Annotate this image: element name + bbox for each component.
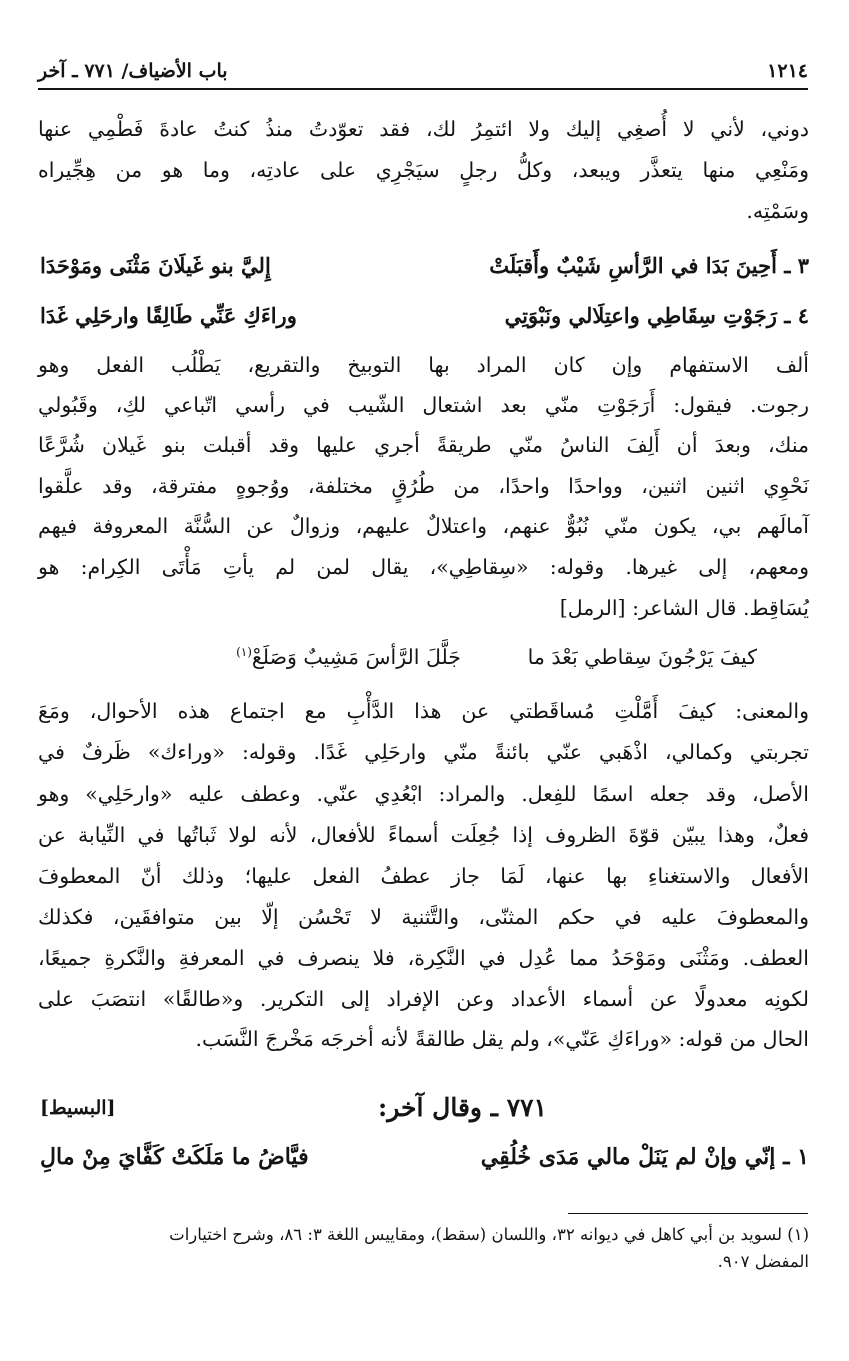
footnote-line: (١) لسويد بن أبي كاهل في ديوانه ٣٢، واللسان (سقط)، ومقاييس اللغة ٣: ٨٦، وشرح اختيارات [169, 1225, 809, 1244]
verse-hemistich-second: إِليَّ بنو غَيلَانَ مَثْنَى ومَوْحَدَا [40, 253, 271, 278]
commentary-line: الأفعال والاستغناءِ بها عنها، لَمَا جاز عطفُ الفعل عليها؛ وذلك أنّ المعطوفَ [38, 864, 809, 888]
commentary-line: الأصل، وقد جعله اسمًا للفِعل. والمراد: ابْعُدِي عنّي. وعطف عليه «وارحَلِي» وهو [38, 782, 809, 806]
commentary-line: العطف. ومَثْنَى ومَوْحَدُ مما عُدِل في النَّكِرة، فلا ينصرف في المعرفةِ والنَّكرةِ جميعًا، [38, 946, 809, 970]
chapter-title: باب الأضياف/ ٧٧١ ـ آخر [38, 60, 228, 82]
verse-number: ٤ ـ [784, 303, 809, 328]
commentary-line: ألف الاستفهام وإن كان المراد بها التوبيخ والتقريع، يَطْلُب الفعل وهو [38, 353, 809, 377]
page-header [38, 58, 808, 90]
verse-hemistich-second: وراءَكِ عَنِّي طَالِقًا وارحَلِي غَدَا [40, 303, 297, 328]
commentary-line: الحال من قوله: «وراءَكِ عَنّي»، ولم يقل طالقةً لأنه أخرجَه مَخْرجَ النَّسَب. [195, 1027, 809, 1051]
commentary-line: فعلٌ، وهذا يبيّن قوّةَ الظروف إذا جُعِلَت أسماءً للأفعال، لأنه لولا ثَباتُها في النِّيابة عن [38, 823, 809, 847]
commentary-line: والمعطوفَ عليه في حكم المثنّى، والتَّثنية لا تَحْسُن إلّا بين متوافقَين، فكذلك [38, 905, 809, 929]
verse-first-text: رَجَوْتِ سِقَاطِي واعتِلَالي ونَبْوَتِي [504, 303, 777, 328]
cited-verse-first: كيفَ يَرْجُونَ سِقاطي بَعْدَ ما [527, 645, 757, 669]
verse-hemistich-second: فيَّاضُ ما مَلَكَتْ كَفَّايَ مِنْ مالِ [40, 1144, 309, 1170]
verse-hemistich-first [505, 303, 809, 328]
footnote-line: المفضل ٩٠٧. [717, 1252, 809, 1271]
commentary-line-with-meter [560, 596, 809, 620]
intro-line: وسَمْتِه. [746, 199, 809, 223]
commentary-line: والمعنى: كيفَ أَمَّلْتِ مُساقَطتي عن هذا الدَّأْبِ مع اجتماع هذه الأحوال، ومَعَ [38, 699, 809, 723]
section-title: ٧٧١ ـ وقال آخر: [378, 1093, 547, 1122]
commentary-line: تجربتي وكمالي، اذْهَبي عنّي بائنةً منّي وارحَلِي غَدًا. وقوله: «وراءك» ظَرفٌ في [38, 740, 809, 764]
intro-line: ومَنْعِي منها يتعذَّر ويبعد، وكلُّ رجلٍ سيَجْرِي على عادتِه، وما هو من هِجِّيراه [38, 158, 809, 182]
commentary-line: رجوت. فيقول: أَرَجَوْتِ منّي بعد اشتعال الشّيب في رأسي اتّباعي لكِ، وقَبُولي [38, 393, 809, 417]
commentary-text: يُسَاقِط. قال الشاعر: [632, 596, 809, 620]
verse-hemistich-first [481, 1144, 809, 1170]
verse-number: ١ ـ [783, 1144, 809, 1170]
verse-number: ٣ ـ [784, 253, 809, 278]
verse-first-text: أَحِينَ بَدَا في الرَّأسِ شَيْبٌ وأَقبَلَتْ [489, 253, 777, 278]
commentary-line: آمالَهم بي، يكون منّي نُبُوٌّ عنهم، واعتلالٌ عليهم، وزوالٌ عن السُّنَّة المعروفة فيهم [38, 514, 809, 538]
footnote-marker: (١) [236, 645, 252, 660]
section-meter: [البسيط] [40, 1097, 116, 1119]
cited-verse-second [236, 645, 461, 669]
cited-verse-second-text: جَلَّلَ الرَّأسَ مَشِيبٌ وَصَلَعْ [251, 645, 461, 669]
intro-line: دوني، لأني لا أُصغِي إليك ولا ائتمِرُ لك، فقد تعوّدتُ منذُ كنتُ عادةَ فَطْمِي عنها [38, 117, 809, 141]
meter-label: [الرمل] [559, 596, 626, 620]
commentary-line: لكونِه معدولًا عن أسماء الأعداد وعن الإفراد إلى التكرير. و«طالقًا» انتصَبَ على [38, 987, 809, 1011]
commentary-line: ومعهم، إلى غيرها. وقوله: «سِقاطِي»، يقال لمن لم يأتِ مَأْتَى الكِرام: هو [38, 555, 809, 579]
commentary-line: منك، وبعدَ أن أَلِفَ الناسُ منّي طريقةً أجري عليها وقد أقبلت بنو غَيلان شُرَّعًا [38, 433, 809, 457]
verse-first-text: إنّي وإنْ لم يَنَلْ مالي مَدَى خُلُقِي [480, 1144, 776, 1170]
commentary-line: نَحْوِي اثنين اثنين، وواحدًا واحدًا، من طُرُقٍ مختلفة، ووُجوهٍ مفترقة، وقد علَّقوا [38, 474, 809, 498]
footnote-rule [568, 1213, 808, 1214]
verse-hemistich-first [489, 253, 809, 278]
page-number: ١٢١٤ [767, 60, 808, 82]
